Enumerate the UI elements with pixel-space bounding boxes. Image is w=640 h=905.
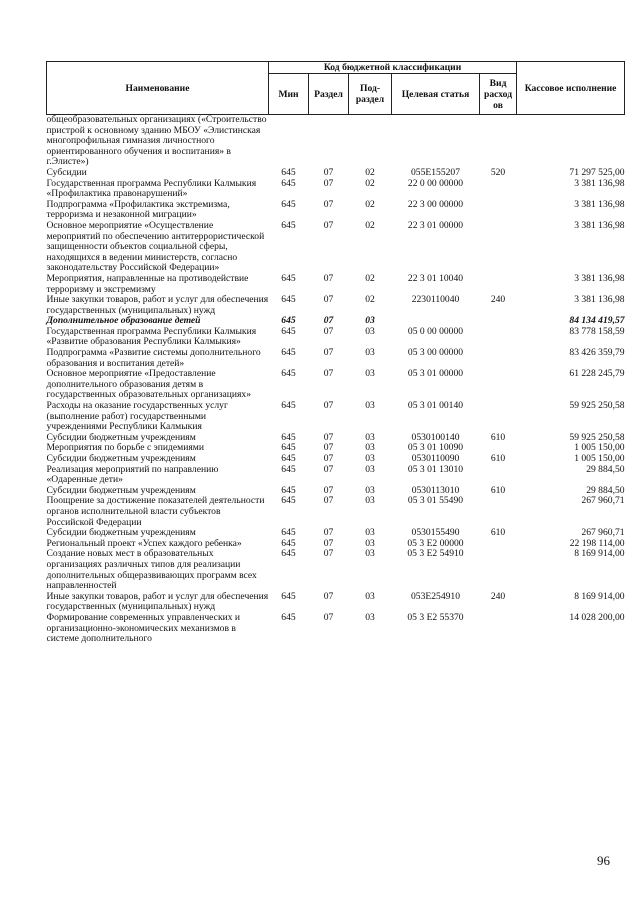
cell-name: Субсидии бюджетным учреждениям — [46, 527, 196, 539]
header-vid: Вид расход ов — [480, 74, 517, 115]
cell-min: 645 — [281, 431, 296, 443]
cell-min: 645 — [281, 315, 296, 327]
cell-vid — [480, 496, 517, 528]
cell-target: 0530110090 — [411, 453, 460, 464]
cell-vid — [480, 179, 517, 200]
cell-name: Мероприятия по борьбе с эпидемиями — [46, 442, 204, 454]
cell-podrazdel: 03 — [365, 347, 375, 359]
cell-razdel: 07 — [323, 198, 334, 210]
cell-razdel: 07 — [323, 347, 334, 359]
cell-vid: 520 — [490, 166, 506, 178]
cell-razdel: 07 — [323, 294, 334, 306]
cell-amount: 59 925 250,58 — [569, 400, 625, 412]
cell-podrazdel: 03 — [365, 527, 375, 539]
cell-name: Основное мероприятие «Осуществление мероприятий по обеспечению антитеррористической защищенности объектов социальной сферы, находящихся в ведении министерств, согласно законодательству Российской Федерации» — [46, 219, 265, 274]
cell-podrazdel: 03 — [365, 368, 375, 380]
table-row — [47, 496, 625, 528]
cell-name: Реализация мероприятий по направлению «Одаренные дети» — [46, 463, 219, 486]
cell-razdel: 07 — [323, 484, 334, 496]
cell-amount: 267 960,71 — [581, 527, 625, 539]
cell-razdel: 07 — [323, 315, 334, 327]
cell-name: Формирование современных управленческих и организационно-экономических механизмов в системе дополнительного — [46, 611, 241, 645]
table-row — [47, 465, 625, 486]
cell-razdel: 07 — [323, 442, 334, 454]
cell-razdel: 07 — [323, 611, 334, 623]
cell-podrazdel: 03 — [365, 442, 375, 454]
cell-min: 645 — [281, 198, 296, 210]
cell-podrazdel: 03 — [365, 453, 375, 464]
cell-podrazdel: 03 — [365, 431, 375, 443]
cell-target: 22 3 01 00000 — [407, 219, 464, 231]
table-row — [47, 549, 625, 591]
cell-name: общеобразовательных организациях («Строительство пристрой к основному зданию МБОУ «Элистинская многопрофильная гимназия личностного ориентированного обучения и воспитания» в г.Элисте») — [46, 114, 267, 168]
cell-amount: 3 381 136,98 — [574, 272, 625, 284]
cell-min: 645 — [281, 325, 296, 337]
cell-name: Региональный проект «Успех каждого ребенка» — [46, 537, 242, 549]
cell-razdel: 07 — [323, 368, 334, 380]
cell-razdel: 07 — [323, 537, 334, 549]
cell-name: Субсидии бюджетным учреждениям — [46, 453, 196, 464]
cell-name: Поощрение за достижение показателей деятельности органов исполнительной власти субъектов Российской Федерации — [46, 495, 265, 528]
cell-target: 05 3 01 00140 — [407, 400, 464, 412]
cell-razdel: 07 — [323, 453, 334, 464]
cell-min: 645 — [281, 368, 296, 380]
cell-name: Дополнительное образование детей — [46, 315, 201, 327]
cell-podrazdel: 03 — [365, 325, 375, 337]
cell-razdel: 07 — [323, 548, 334, 560]
cell-name: Подпрограмма «Развитие системы дополнительного образования и воспитания детей» — [46, 347, 261, 369]
cell-target: 05 3 Е2 54910 — [407, 548, 464, 560]
cell-vid: 240 — [490, 294, 506, 306]
table-row — [47, 613, 625, 645]
cell-min: 645 — [281, 590, 296, 602]
header-podrazdel: Под-раздел — [349, 74, 392, 115]
cell-amount: 22 198 114,00 — [569, 537, 625, 549]
cell-name: Субсидии — [46, 166, 87, 178]
cell-min: 645 — [281, 548, 296, 560]
cell-vid — [480, 549, 517, 591]
cell-razdel: 07 — [323, 431, 334, 443]
cell-podrazdel: 02 — [365, 272, 375, 284]
cell-name: Мероприятия, направленные на противодействие терроризму и экстремизму — [46, 272, 249, 295]
table-row — [47, 179, 625, 200]
cell-vid — [480, 401, 517, 433]
cell-razdel: 07 — [323, 166, 334, 178]
cell-podrazdel: 03 — [365, 611, 375, 623]
cell-vid — [480, 327, 517, 348]
cell-target: 05 3 01 00000 — [407, 368, 464, 380]
cell-name: Субсидии бюджетным учреждениям — [46, 484, 196, 496]
cell-razdel: 07 — [323, 177, 334, 189]
cell-amount: 83 778 158,59 — [569, 325, 625, 337]
cell-target: 055Е155207 — [410, 166, 461, 178]
cell-target: 05 3 01 13010 — [407, 463, 464, 475]
cell-vid — [480, 274, 517, 295]
cell-amount: 3 381 136,98 — [574, 198, 625, 210]
cell-name: Подпрограмма «Профилактика экстремизма, терроризма и незаконной миграции» — [46, 198, 230, 221]
cell-target: 05 3 Е2 00000 — [407, 537, 464, 549]
cell-min: 645 — [281, 166, 296, 178]
cell-vid: 610 — [490, 527, 506, 539]
cell-amount: 29 884,50 — [586, 463, 625, 475]
cell-podrazdel: 03 — [365, 315, 375, 327]
cell-vid — [480, 613, 517, 645]
table-row — [47, 401, 625, 433]
cell-min: 645 — [281, 347, 296, 359]
cell-vid — [480, 539, 517, 550]
cell-podrazdel: 03 — [365, 548, 375, 560]
cell-podrazdel: 03 — [365, 484, 375, 496]
cell-amount: 1 005 150,00 — [574, 453, 625, 464]
cell-razdel: 07 — [323, 400, 334, 412]
cell-name: Государственная программа Республики Калмыкия «Развитие образования Республики Калмыкия» — [46, 325, 257, 348]
header-razdel: Раздел — [309, 74, 349, 115]
cell-vid: 240 — [490, 590, 506, 602]
table-row — [47, 221, 625, 274]
cell-razdel: 07 — [323, 527, 334, 539]
cell-podrazdel: 03 — [365, 495, 375, 507]
cell-vid: 610 — [490, 484, 506, 496]
table-row — [47, 295, 625, 316]
cell-podrazdel: 02 — [365, 294, 375, 306]
table-row — [47, 115, 625, 168]
cell-min: 645 — [281, 537, 296, 549]
cell-amount: 59 925 250,58 — [569, 431, 625, 443]
cell-min: 645 — [281, 400, 296, 412]
cell-vid — [480, 221, 517, 274]
cell-name: Основное мероприятие «Предоставление дополнительного образования детям в государственных образовательных организациях» — [46, 368, 252, 401]
cell-podrazdel: 02 — [365, 198, 375, 210]
cell-target: 053Е254910 — [410, 590, 461, 602]
cell-min: 645 — [281, 463, 296, 475]
cell-vid: 610 — [490, 431, 506, 443]
table-row — [47, 200, 625, 221]
cell-podrazdel: 03 — [365, 400, 375, 412]
table-row — [47, 168, 625, 179]
cell-podrazdel: 03 — [365, 590, 375, 602]
cell-target: 22 0 00 00000 — [407, 177, 464, 189]
cell-amount: 83 426 359,79 — [569, 347, 625, 359]
page-number: 96 — [597, 853, 610, 868]
cell-vid — [480, 465, 517, 486]
cell-amount: 14 028 200,00 — [569, 611, 625, 623]
cell-min: 645 — [281, 484, 296, 496]
cell-target: 22 3 00 00000 — [407, 198, 464, 210]
cell-min: 645 — [281, 527, 296, 539]
cell-target: 0530113010 — [411, 484, 460, 496]
cell-name: Иные закупки товаров, работ и услуг для обеспечения государственных (муниципальных) нужд — [46, 590, 269, 613]
cell-vid — [480, 348, 517, 369]
cell-name: Государственная программа Республики Калмыкия «Профилактика правонарушений» — [46, 177, 257, 200]
cell-min: 645 — [281, 219, 296, 231]
cell-amount: 267 960,71 — [581, 495, 625, 507]
cell-razdel: 07 — [323, 463, 334, 475]
cell-amount: 1 005 150,00 — [574, 442, 625, 454]
cell-target: 0530100140 — [411, 431, 460, 443]
cell-target — [392, 115, 480, 168]
header-execution: Кассовое исполнение — [517, 62, 625, 115]
cell-name: Расходы на оказание государственных услуг (выполнение работ) государственными учреждениями Республики Калмыкия — [46, 400, 228, 433]
cell-target: 05 3 Е2 55370 — [407, 611, 464, 623]
cell-name: Создание новых мест в образовательных организациях различных типов для реализации дополнительных общеразвивающих программ всех направленностей — [46, 548, 257, 592]
header-min: Мин — [269, 74, 309, 115]
cell-amount: 8 169 914,00 — [574, 548, 625, 560]
cell-target: 22 3 01 10040 — [407, 272, 464, 284]
cell-amount: 29 884,50 — [586, 484, 625, 496]
table-row — [47, 592, 625, 613]
cell-vid: 610 — [490, 453, 506, 464]
cell-target: 05 3 01 10090 — [407, 442, 464, 454]
cell-name: Иные закупки товаров, работ и услуг для обеспечения государственных (муниципальных) нужд — [46, 294, 269, 316]
cell-min: 645 — [281, 495, 296, 507]
cell-min: 645 — [281, 294, 296, 306]
cell-amount: 3 381 136,98 — [574, 294, 625, 306]
table-header — [47, 62, 625, 115]
cell-vid — [480, 369, 517, 401]
cell-podrazdel: 02 — [365, 177, 375, 189]
cell-target: 05 3 01 55490 — [407, 495, 464, 507]
table-row — [47, 348, 625, 369]
cell-min: 645 — [281, 611, 296, 623]
cell-amount: 61 228 245,79 — [569, 368, 625, 380]
cell-razdel — [309, 115, 349, 168]
cell-target: 05 0 00 00000 — [407, 325, 464, 337]
cell-min: 645 — [281, 442, 296, 454]
cell-razdel: 07 — [323, 272, 334, 284]
header-name: Наименование — [47, 62, 269, 115]
table-row — [47, 369, 625, 401]
cell-amount: 3 381 136,98 — [574, 177, 625, 189]
cell-amount: 84 134 419,57 — [569, 315, 625, 327]
cell-target: 0530155490 — [411, 527, 460, 539]
cell-amount: 3 381 136,98 — [574, 219, 625, 231]
cell-min: 645 — [281, 272, 296, 284]
cell-min — [269, 115, 309, 168]
cell-amount — [517, 115, 625, 168]
cell-razdel: 07 — [323, 219, 334, 231]
cell-podrazdel — [349, 115, 392, 168]
cell-podrazdel: 03 — [365, 537, 375, 549]
budget-table — [46, 61, 625, 645]
cell-razdel: 07 — [323, 590, 334, 602]
table-row — [47, 327, 625, 348]
cell-razdel: 07 — [323, 325, 334, 337]
cell-min: 645 — [281, 177, 296, 189]
cell-target: 05 3 00 00000 — [407, 347, 464, 359]
cell-target: 2230110040 — [411, 294, 460, 306]
header-target: Целевая статья — [392, 74, 480, 115]
cell-vid — [480, 316, 517, 327]
table-row — [47, 454, 625, 465]
table-body — [47, 115, 625, 645]
cell-vid — [480, 115, 517, 168]
table-row — [47, 274, 625, 295]
cell-amount: 71 297 525,00 — [569, 166, 625, 178]
cell-podrazdel: 02 — [365, 219, 375, 231]
cell-podrazdel: 03 — [365, 463, 375, 475]
cell-name: Субсидии бюджетным учреждениям — [46, 431, 196, 443]
cell-amount: 8 169 914,00 — [574, 590, 625, 602]
cell-podrazdel: 02 — [365, 166, 375, 178]
cell-razdel: 07 — [323, 495, 334, 507]
cell-min: 645 — [281, 453, 296, 464]
cell-vid — [480, 200, 517, 221]
header-kbk: Код бюджетной классификации — [269, 62, 517, 74]
